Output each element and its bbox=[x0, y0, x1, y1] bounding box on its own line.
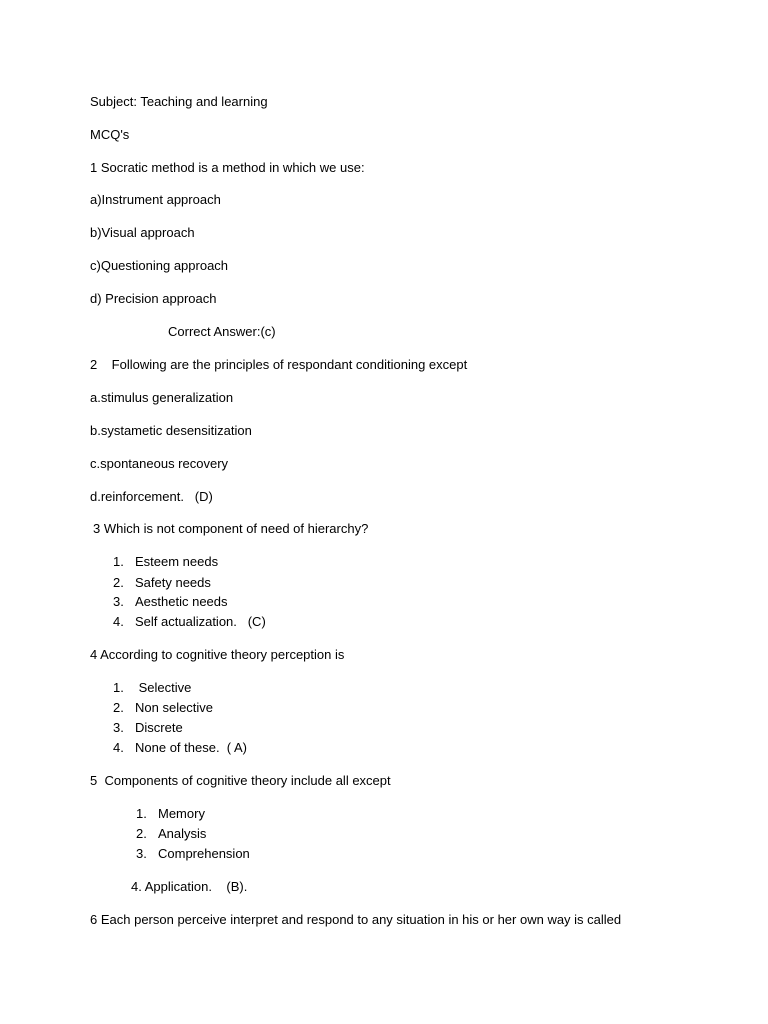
list-number: 1. bbox=[136, 806, 147, 821]
q2-option-d: d.reinforcement. (D) bbox=[90, 489, 213, 504]
q2-option-c: c.spontaneous recovery bbox=[90, 456, 229, 471]
q1-option-d: d) Precision approach bbox=[90, 291, 217, 306]
list-number: 3. bbox=[136, 846, 147, 861]
list-text: Safety needs bbox=[135, 575, 211, 590]
q5-item-2 bbox=[136, 826, 206, 842]
list-text: Esteem needs bbox=[135, 554, 219, 569]
mcq-heading: MCQ's bbox=[90, 127, 130, 142]
q3-item-2 bbox=[113, 575, 211, 591]
list-number: 4. bbox=[113, 614, 124, 629]
q3-item-1 bbox=[113, 554, 218, 570]
list-number: 4. bbox=[113, 740, 124, 755]
list-number: 3. bbox=[113, 594, 124, 609]
list-text: Selective bbox=[135, 680, 192, 695]
q1-question: 1 Socratic method is a method in which we use: bbox=[90, 160, 365, 175]
q1-option-b: b)Visual approach bbox=[90, 225, 195, 240]
list-text: Analysis bbox=[158, 826, 207, 841]
list-number: 2. bbox=[113, 700, 124, 715]
list-text: Memory bbox=[158, 806, 205, 821]
q4-item-4 bbox=[113, 740, 247, 756]
list-text: Aesthetic needs bbox=[135, 594, 228, 609]
q5-item-1 bbox=[136, 806, 205, 822]
list-text: Comprehension bbox=[158, 846, 250, 861]
q6-question: 6 Each person perceive interpret and respond to any situation in his or her own way is called bbox=[90, 912, 622, 927]
q1-option-c: c)Questioning approach bbox=[90, 258, 229, 273]
q3-item-3 bbox=[113, 594, 228, 610]
subject-line: Subject: Teaching and learning bbox=[90, 94, 268, 109]
q4-question: 4 According to cognitive theory perception is bbox=[90, 647, 345, 662]
q2-question: 2 Following are the principles of respondant conditioning except bbox=[90, 357, 468, 372]
q2-option-b: b.systametic desensitization bbox=[90, 423, 252, 438]
q4-item-1 bbox=[113, 680, 191, 696]
q5-question: 5 Components of cognitive theory include all except bbox=[90, 773, 391, 788]
q5-item-3 bbox=[136, 846, 250, 862]
list-number: 3. bbox=[113, 720, 124, 735]
list-number: 2. bbox=[136, 826, 147, 841]
list-number: 1. bbox=[113, 554, 124, 569]
q3-item-4 bbox=[113, 614, 266, 630]
q4-item-2 bbox=[113, 700, 213, 716]
list-text: None of these. ( A) bbox=[135, 740, 248, 755]
list-text: Non selective bbox=[135, 700, 214, 715]
q1-answer: Correct Answer:(c) bbox=[168, 324, 276, 339]
list-number: 2. bbox=[113, 575, 124, 590]
q4-item-3 bbox=[113, 720, 183, 736]
q3-question: 3 Which is not component of need of hierarchy? bbox=[93, 521, 369, 536]
q5-item-4: 4. Application. (B). bbox=[131, 879, 248, 894]
q1-option-a: a)Instrument approach bbox=[90, 192, 221, 207]
q2-option-a: a.stimulus generalization bbox=[90, 390, 234, 405]
list-number: 1. bbox=[113, 680, 124, 695]
list-text: Self actualization. (C) bbox=[135, 614, 266, 629]
list-text: Discrete bbox=[135, 720, 183, 735]
